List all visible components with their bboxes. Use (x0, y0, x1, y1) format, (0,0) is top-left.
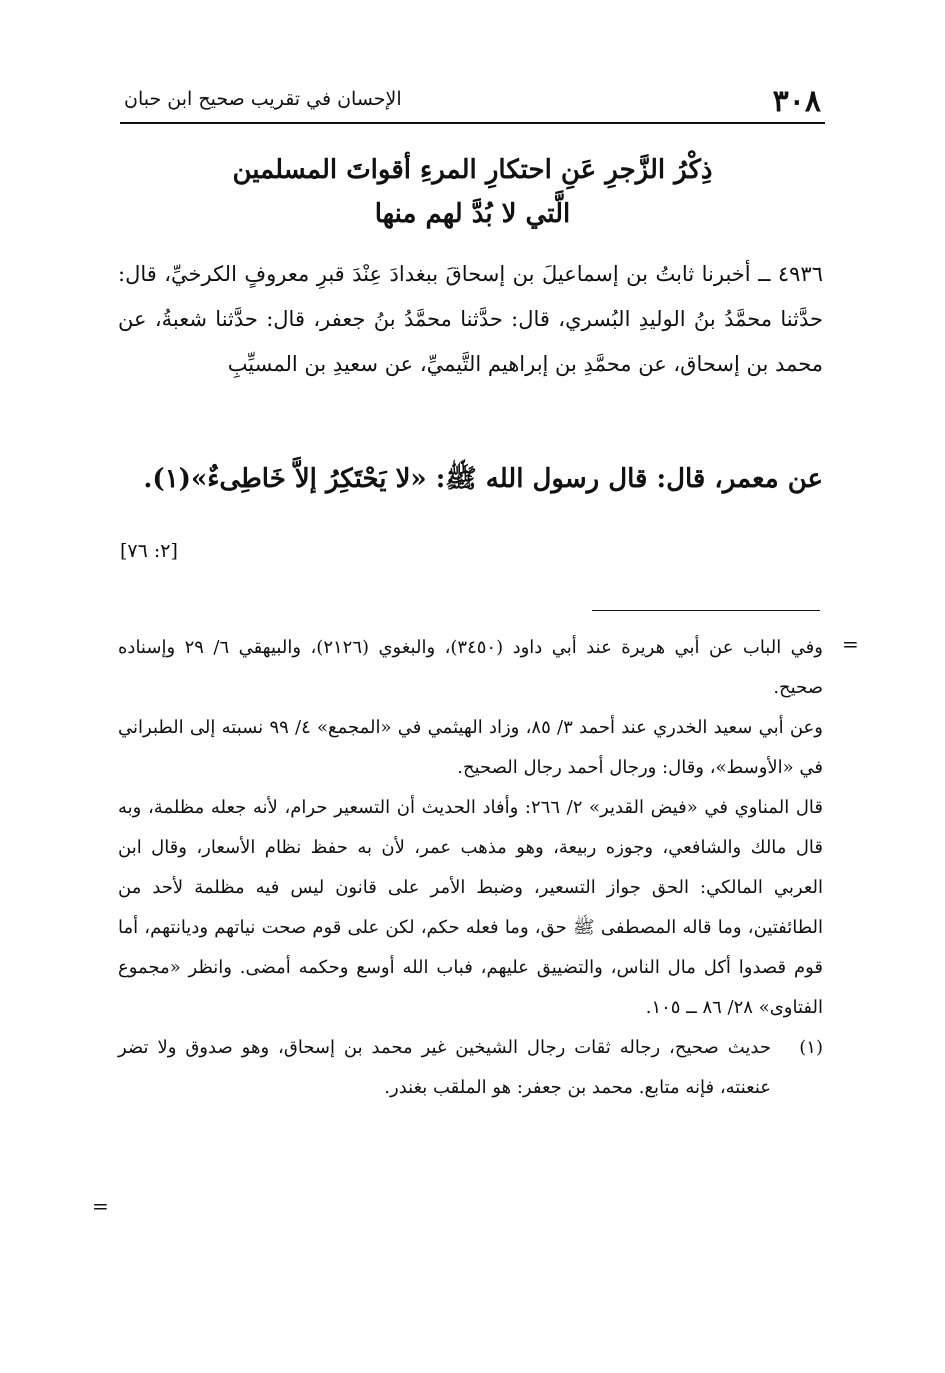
hadith-isnad (118, 252, 823, 387)
footnote-marker: (١) (799, 1037, 823, 1058)
footnote-paragraph: وفي الباب عن أبي هريرة عند أبي داود (٣٤٥٠)، والبغوي (٢١٢٦)، والبيهقي ٦/ ٢٩ وإسناده صحيح. (118, 637, 823, 698)
footnote-continuation-mark: = (842, 632, 859, 656)
footnotes (118, 628, 823, 1108)
matn-text: عن معمر، قال: قال رسول الله ﷺ: «لا يَحْتَكِرُ إلاَّ خَاطِىءٌ»(١). (143, 464, 823, 494)
page-number: ٣٠٨ (772, 84, 821, 119)
footnote-1 (118, 1028, 823, 1108)
footnote-paragraph: وعن أبي سعيد الخدري عند أحمد ٣/ ٨٥، وزاد الهيثمي في «المجمع» ٤/ ٩٩ نسبته إلى الطبراني في «الأوسط»، وقال: ورجال أحمد رجال الصحيح. (118, 717, 823, 778)
grading-reference: [٢: ٧٦] (120, 540, 178, 562)
chapter-heading-line-2: الَّتي لا بُدَّ لهم منها (374, 199, 571, 229)
isnad-text: ٤٩٣٦ ــ أخبرنا ثابتُ بن إسماعيلَ بن إسحاقَ ببغدادَ عِنْدَ قبرِ معروفٍ الكرخيِّ، قال: حدَّثنا محمَّدُ بنُ الوليدِ البُسري، قال: حدَّثنا محمَّدُ بنُ جعفر، قال: حدَّثنا شعبةُ، عن محمد بن إسحاق، عن محمَّدِ بن إبراهيم التَّيميِّ، عن سعيدِ بن المسيِّبِ (118, 262, 823, 376)
chapter-heading-line-1: ذِكْرُ الزَّجرِ عَنِ احتكارِ المرءِ أقواتَ المسلمين (232, 155, 713, 185)
footnote-paragraph: قال المناوي في «فيض القدير» ٢/ ٢٦٦: وأفاد الحديث أن التسعير حرام، لأنه جعله مظلمة، وبه قال مالك والشافعي، وجوزه ربيعة، وهو مذهب عمر، لأن به حفظ نظام الأسعار، وقال ابن العربي المالكي: الحق جواز التسعير، وضبط الأمر على قانون ليس فيه مظلمة لأحد من الطائفتين، وما قاله المصطفى ﷺ حق، وما فعله حكم، لكن على قوم صحت نياتهم وديانتهم، أما قوم قصدوا أكل مال الناس، والتضييق عليهم، فباب الله أوسع وحكمه أمضى. وانظر «مجموع الفتاوى» ٢٨/ ٨٦ ــ ١٠٥. (118, 797, 823, 1018)
chapter-heading (140, 148, 805, 236)
running-header (120, 78, 825, 124)
footnote-end-mark: = (92, 1194, 109, 1218)
footnote-text: حديث صحيح، رجاله ثقات رجال الشيخين غير محمد بن إسحاق، وهو صدوق ولا تضر عنعنته، فإنه متابع. محمد بن جعفر: هو الملقب بغندر. (118, 1037, 771, 1098)
book-title: الإحسان في تقريب صحيح ابن حبان (124, 88, 402, 110)
hadith-matn (118, 452, 823, 506)
footnote-separator (592, 610, 820, 611)
